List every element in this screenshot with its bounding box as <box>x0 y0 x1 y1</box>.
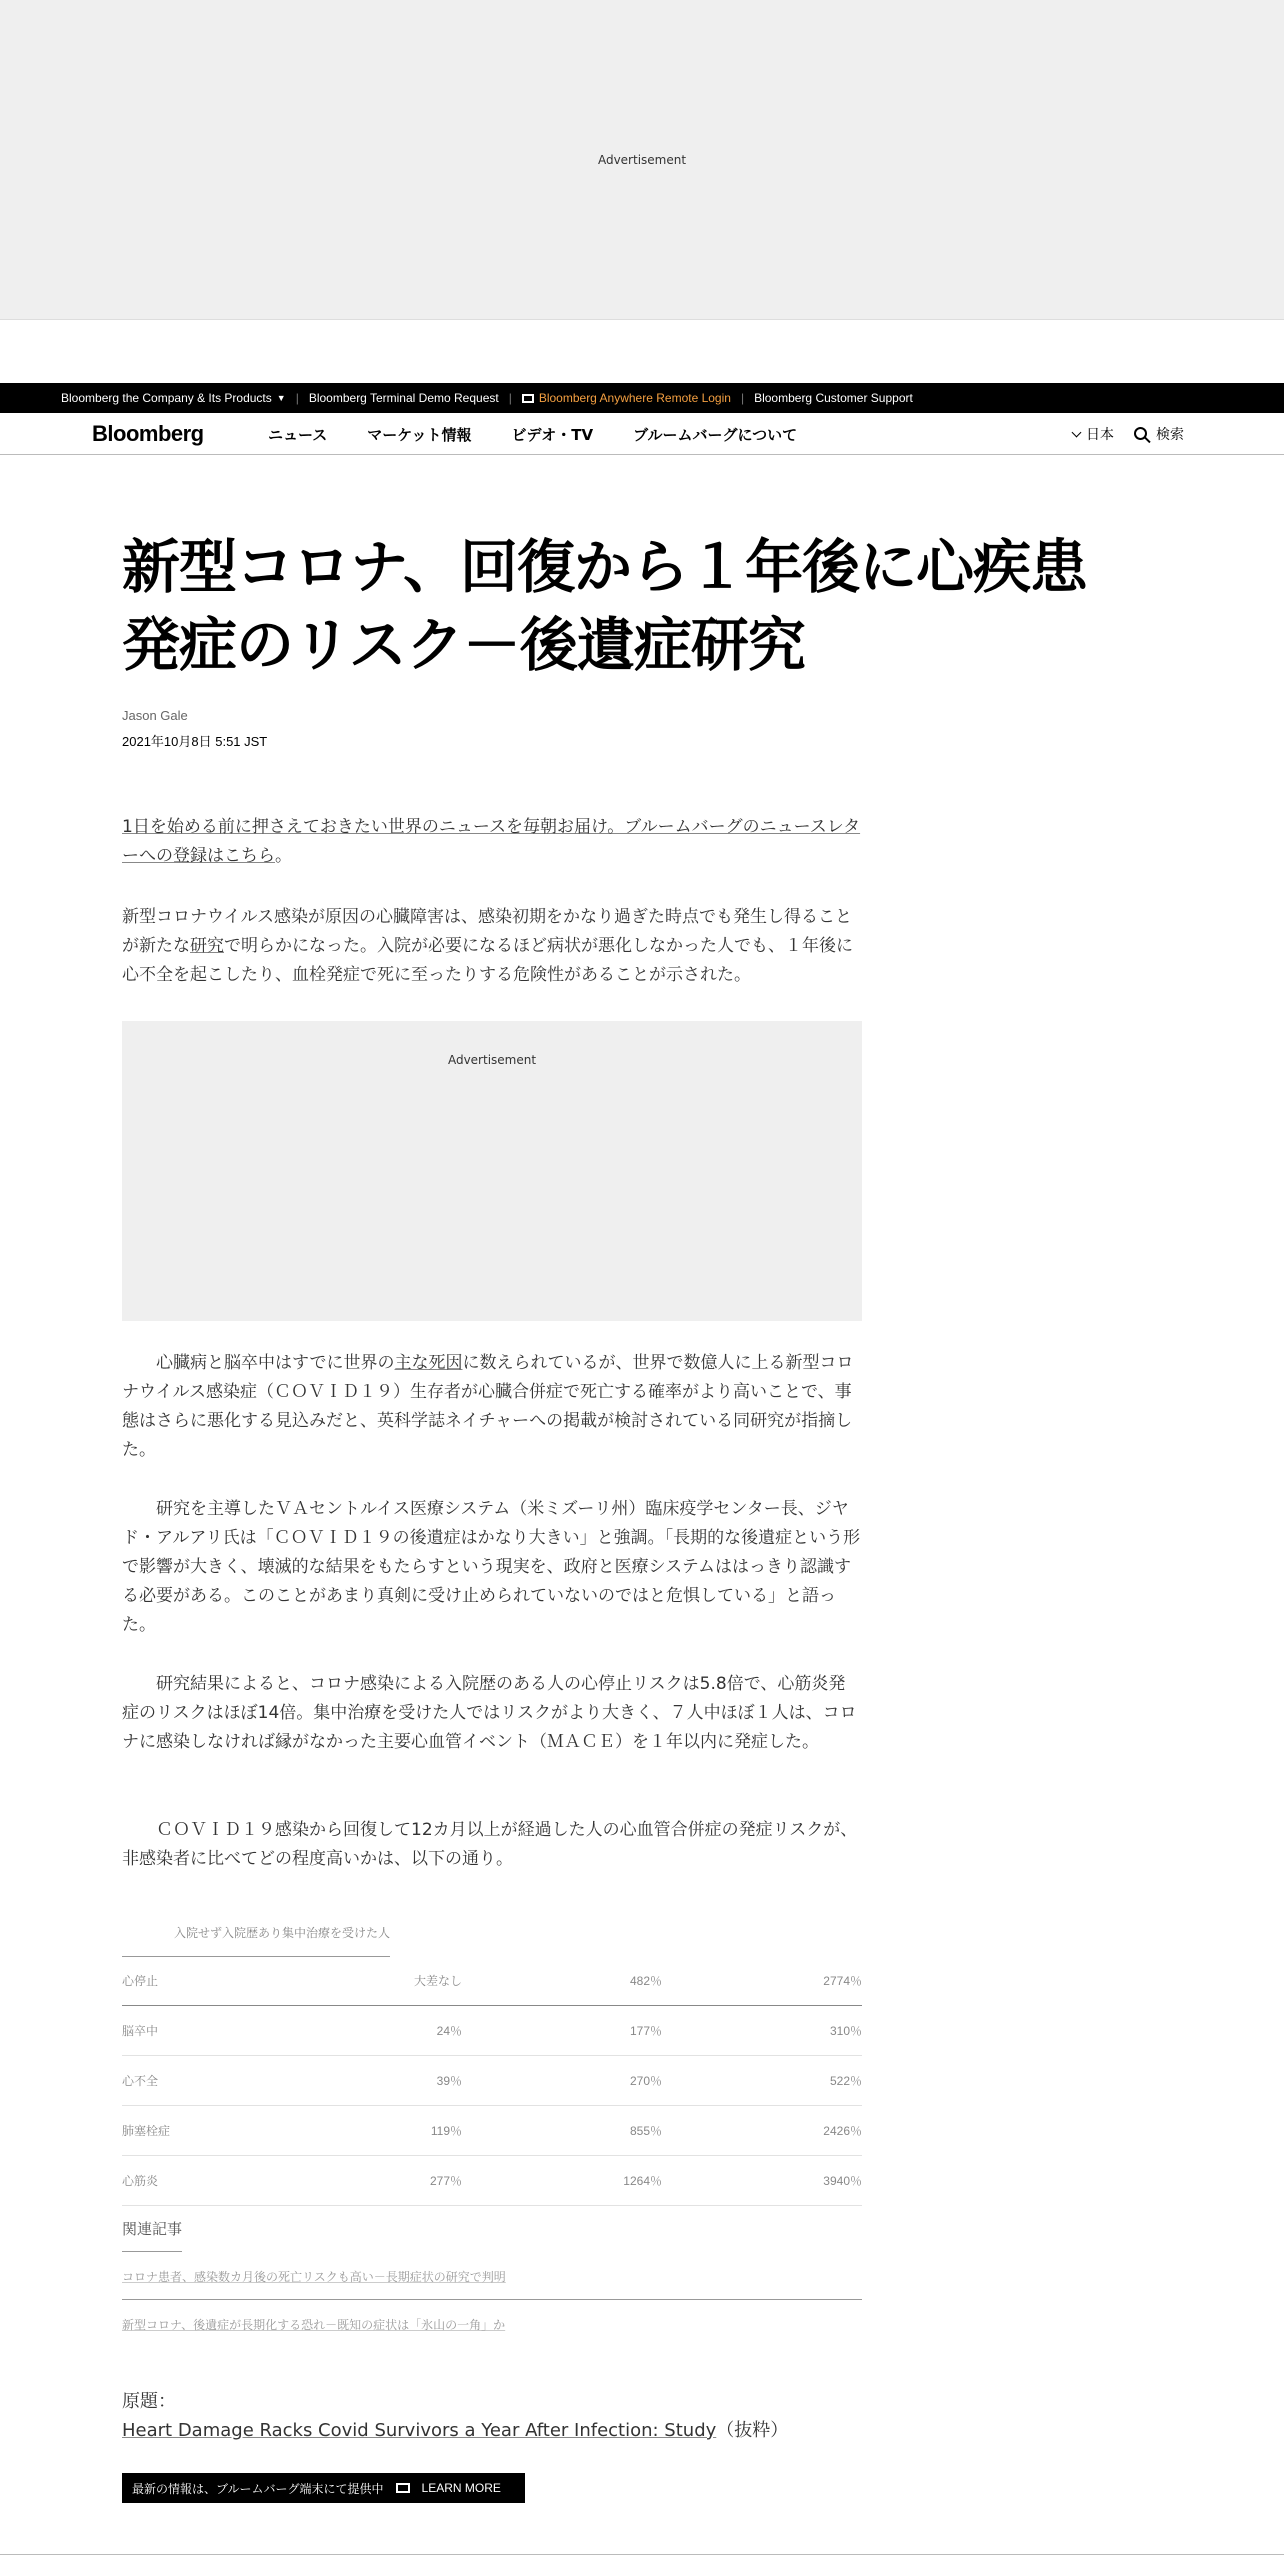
publish-date: 2021年10月8日 5:51 JST <box>122 734 268 749</box>
customer-support-link[interactable]: Bloomberg Customer Support <box>754 391 913 405</box>
learn-more-button[interactable]: LEARN MORE <box>421 2481 501 2495</box>
separator: | <box>508 391 512 405</box>
separator: | <box>295 391 299 405</box>
paragraph-1: 新型コロナウイルス感染が原因の心臓障害は、感染初期をかなり過ぎた時点でも発生し得ることが新たな研究で明らかになった。入院が必要になるほど病状が悪化しなかった人でも、１年後に心不全を起こしたり、血栓発症で死に至ったりする危険性があることが示された。 <box>122 907 853 985</box>
risk-table <box>122 1920 862 2206</box>
article <box>122 528 1087 750</box>
related-item[interactable]: 新型コロナ、後遺症が長期化する恐れ－既知の症状は「氷山の一角」か <box>122 2318 506 2332</box>
table-row: 肺塞栓症 119％ 855％ 2426％ <box>122 2106 862 2156</box>
headline: 新型コロナ、回復から１年後に心疾患発症のリスク－後遺症研究 <box>122 533 1087 679</box>
advertisement-label: Advertisement <box>447 1053 537 1067</box>
nav-about[interactable]: ブルームバーグについて <box>633 425 798 444</box>
paragraph-4: 研究結果によると、コロナ感染による入院歴のある人の心停止リスクは5.8倍で、心筋炎発症のリスクはほぼ14倍。集中治療を受けた人ではリスクがより大きく、７人中ほぼ１人は、コロナに感染しなければ縁がなかった主要心血管イベント（ＭＡＣＥ）を１年以内に発症した。 <box>122 1674 857 1752</box>
separator: | <box>740 391 745 405</box>
footer-divider <box>0 2554 1284 2555</box>
newsletter-paragraph: 1日を始める前に押さえておきたい世界のニュースを毎朝お届け。ブルームバーグのニュースレターへの登録はこちら。 <box>122 817 861 866</box>
search-button[interactable]: 検索 <box>1134 424 1184 444</box>
table-row: 心不全 39％ 270％ 522％ <box>122 2056 862 2106</box>
table-column-headers <box>122 1920 862 1956</box>
company-bar <box>0 383 1284 413</box>
paragraph-2: 心臓病と脳卒中はすでに世界の主な死因に数えられているが、世界で数億人に上る新型コロナウイルス感染症（ＣＯＶＩＤ１９）生存者が心臓合併症で死亡する確率がより高いことで、事態はさらに悪化する見込みだと、英科学誌ネイチャーへの掲載が検討されている同研究が指摘した。 <box>122 1353 854 1460</box>
nav-news[interactable]: ニュース <box>268 425 328 444</box>
remote-login-link[interactable]: Bloomberg Anywhere Remote Login <box>522 391 731 405</box>
study-link[interactable]: 研究 <box>190 936 224 956</box>
table-row: 心停止 大差なし 482％ 2774％ <box>122 1956 862 2006</box>
terminal-demo-link[interactable]: Bloomberg Terminal Demo Request <box>308 391 499 405</box>
table-row: 脳卒中 24％ 177％ 310％ <box>122 2006 862 2056</box>
terminal-promo-banner[interactable] <box>122 2473 525 2503</box>
table-header-text: 入院せず入院歴あり集中治療を受けた人 <box>174 1926 391 1940</box>
table-row: 心筋炎 277％ 1264％ 3940％ <box>122 2156 862 2206</box>
leading-causes-link[interactable]: 主な死因 <box>394 1353 463 1373</box>
nav-video-tv[interactable]: ビデオ・TV <box>511 425 594 444</box>
original-title-block: 原題： Heart Damage Racks Covid Survivors a Year After Infection: Study（抜粋） <box>122 2387 1022 2445</box>
language-selector[interactable]: 日本 <box>1073 424 1114 444</box>
main-navigation <box>0 413 1284 455</box>
related-title: 関連記事 <box>122 2218 182 2252</box>
terminal-icon <box>396 2483 410 2493</box>
newsletter-signup-link[interactable]: 1日を始める前に押さえておきたい世界のニュースを毎朝お届け。ブルームバーグのニュースレターへの登録はこちら <box>122 817 861 866</box>
original-article-link[interactable]: Heart Damage Racks Covid Survivors a Year After Infection: Study <box>122 2420 717 2441</box>
company-products-menu[interactable]: Bloomberg the Company & Its Products ▼ <box>61 391 286 405</box>
advertisement-label: Advertisement <box>597 153 687 167</box>
header-divider <box>122 1956 390 1957</box>
nav-markets[interactable]: マーケット情報 <box>367 425 472 444</box>
caret-down-icon: ▼ <box>276 393 286 403</box>
paragraph-5: ＣＯＶＩＤ１９感染から回復して12カ月以上が経過した人の心血管合併症の発症リスクが、非感染者に比べてどの程度高いかは、以下の通り。 <box>122 1820 858 1869</box>
original-label: 原題： <box>122 2391 176 2412</box>
paragraph-3: 研究を主導したＶＡセントルイス医療システム（米ミズーリ州）臨床疫学センター長、ジヤド・アルアリ氏は「ＣＯＶＩＤ１９の後遺症はかなり大きい」と強調。「長期的な後遺症という形で影響が大きく、壊滅的な結果をもたらすという現実を、政府と医療システムははっきり認識する必要がある。このことがあまり真剣に受け止められていないのではと危惧している」と語った。 <box>122 1499 861 1635</box>
search-icon <box>1134 427 1147 440</box>
inline-advertisement[interactable] <box>122 1021 862 1321</box>
chevron-down-icon <box>1072 428 1082 438</box>
terminal-icon <box>522 394 534 403</box>
author-name[interactable]: Jason Gale <box>122 708 188 723</box>
top-advertisement[interactable] <box>0 0 1284 320</box>
bloomberg-logo[interactable]: Bloomberg <box>92 421 204 446</box>
related-articles <box>122 2218 862 2347</box>
promo-text: 最新の情報は、ブルームバーグ端末にて提供中 <box>132 2481 384 2496</box>
related-item[interactable]: コロナ患者、感染数カ月後の死亡リスクも高い－長期症状の研究で判明 <box>122 2252 862 2300</box>
